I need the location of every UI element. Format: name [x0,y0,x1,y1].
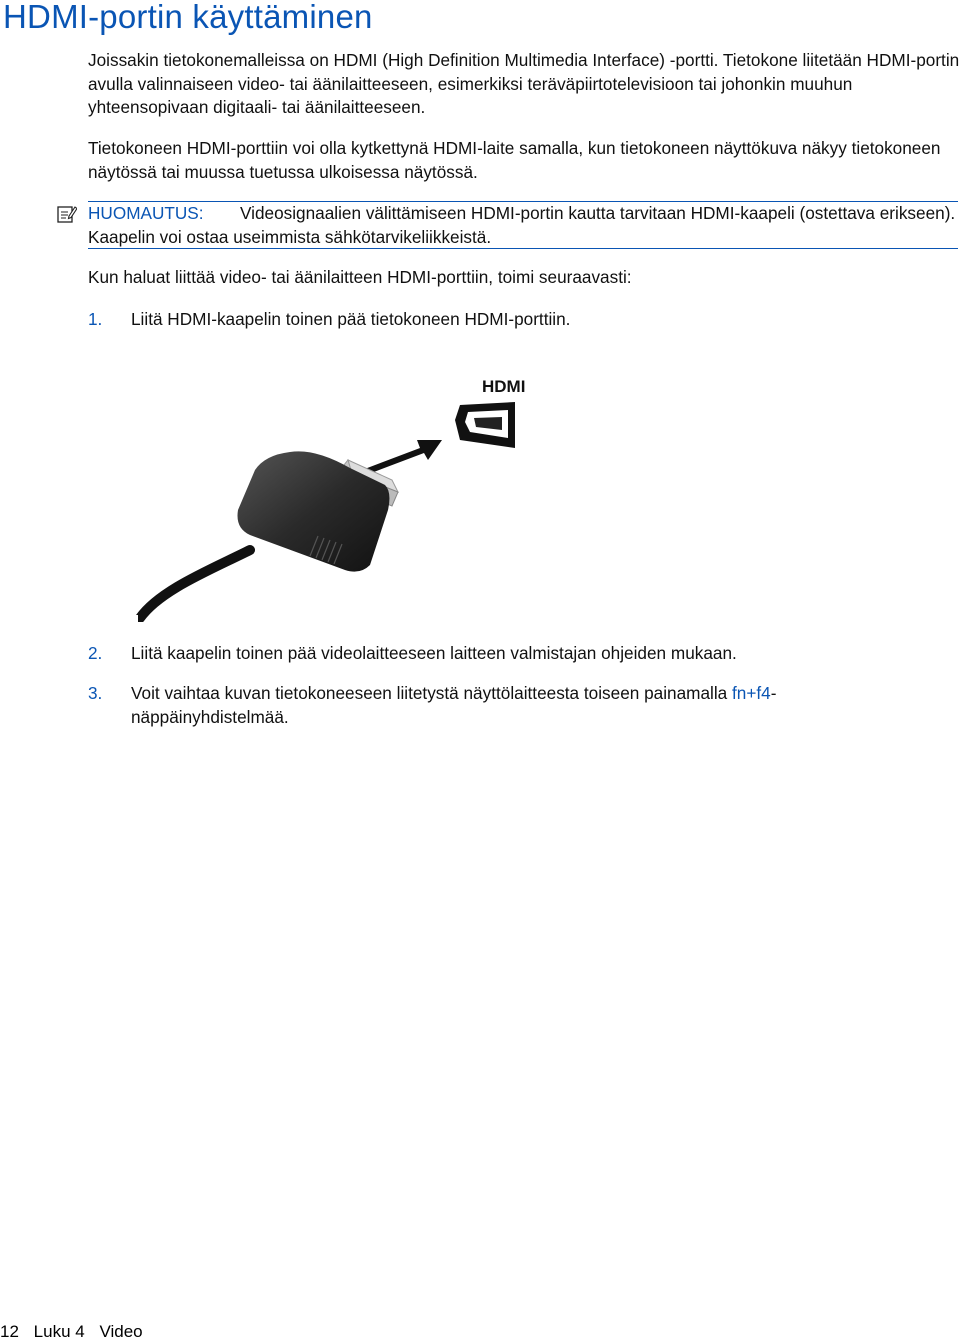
hdmi-connection-illustration [130,360,550,622]
step-text: Liitä kaapelin toinen pää videolaitteeseen laitteen valmistajan ohjeiden mukaan. [131,643,737,663]
step-text: Liitä HDMI-kaapelin toinen pää tietokoneen HDMI-porttiin. [131,309,571,329]
cable [140,550,250,618]
chapter-label: Luku 4 [33,1322,85,1341]
note-text-block [88,202,958,249]
section-label: Video [99,1322,143,1341]
step-1 [88,308,960,332]
note-label: HUOMAUTUS: [88,203,204,223]
instructions-paragraph: Kun haluat liittää video- tai äänilaitteen HDMI-porttiin, toimi seuraavasti: [88,267,632,287]
insert-arrow-icon [362,440,442,475]
step-2 [88,642,960,666]
page-number: 12 [0,1322,19,1341]
page-footer [0,1322,153,1342]
note-text: Videosignaalien välittämiseen HDMI-portin kautta tarvitaan HDMI-kaapeli (ostettava erikseen). Kaapelin voi ostaa useimmista sähkötarvikeliikkeistä. [88,203,956,247]
hdmi-concurrent-paragraph: Tietokoneen HDMI-porttiin voi olla kytkettynä HDMI-laite samalla, kun tietokoneen näyttökuva näkyy tietokoneen näytössä tai muussa tuetussa ulkoisessa näytössä. [88,138,941,182]
hdmi-port-icon [455,402,515,448]
hdmi-cable-image [130,360,550,622]
step-text-after: -näppäinyhdistelmää. [131,683,777,727]
step-text [131,682,911,729]
intro-paragraph: Joissakin tietokonemalleissa on HDMI (High Definition Multimedia Interface) -portti. Tietokone liitetään HDMI-portin avulla valinnaiseen video- tai äänilaitteeseen, esimerkiksi teräväpiirtotelevisioon tai johonkin muuhun yhteensopivaan digitaali- tai äänilaitteeseen. [88,50,960,117]
note-box [88,201,958,249]
key-combination: fn+f4 [732,683,771,703]
step-number: 2. [88,643,103,663]
hdmi-port-label: HDMI [482,377,526,396]
step-number: 1. [88,309,103,329]
step-3 [88,682,960,730]
step-text-before: Voit vaihtaa kuvan tietokoneeseen liitetystä näyttölaitteesta toiseen painamalla [131,683,732,703]
page-title: HDMI-portin käyttäminen [3,0,373,35]
note-icon [57,204,77,224]
step-number: 3. [88,683,103,703]
